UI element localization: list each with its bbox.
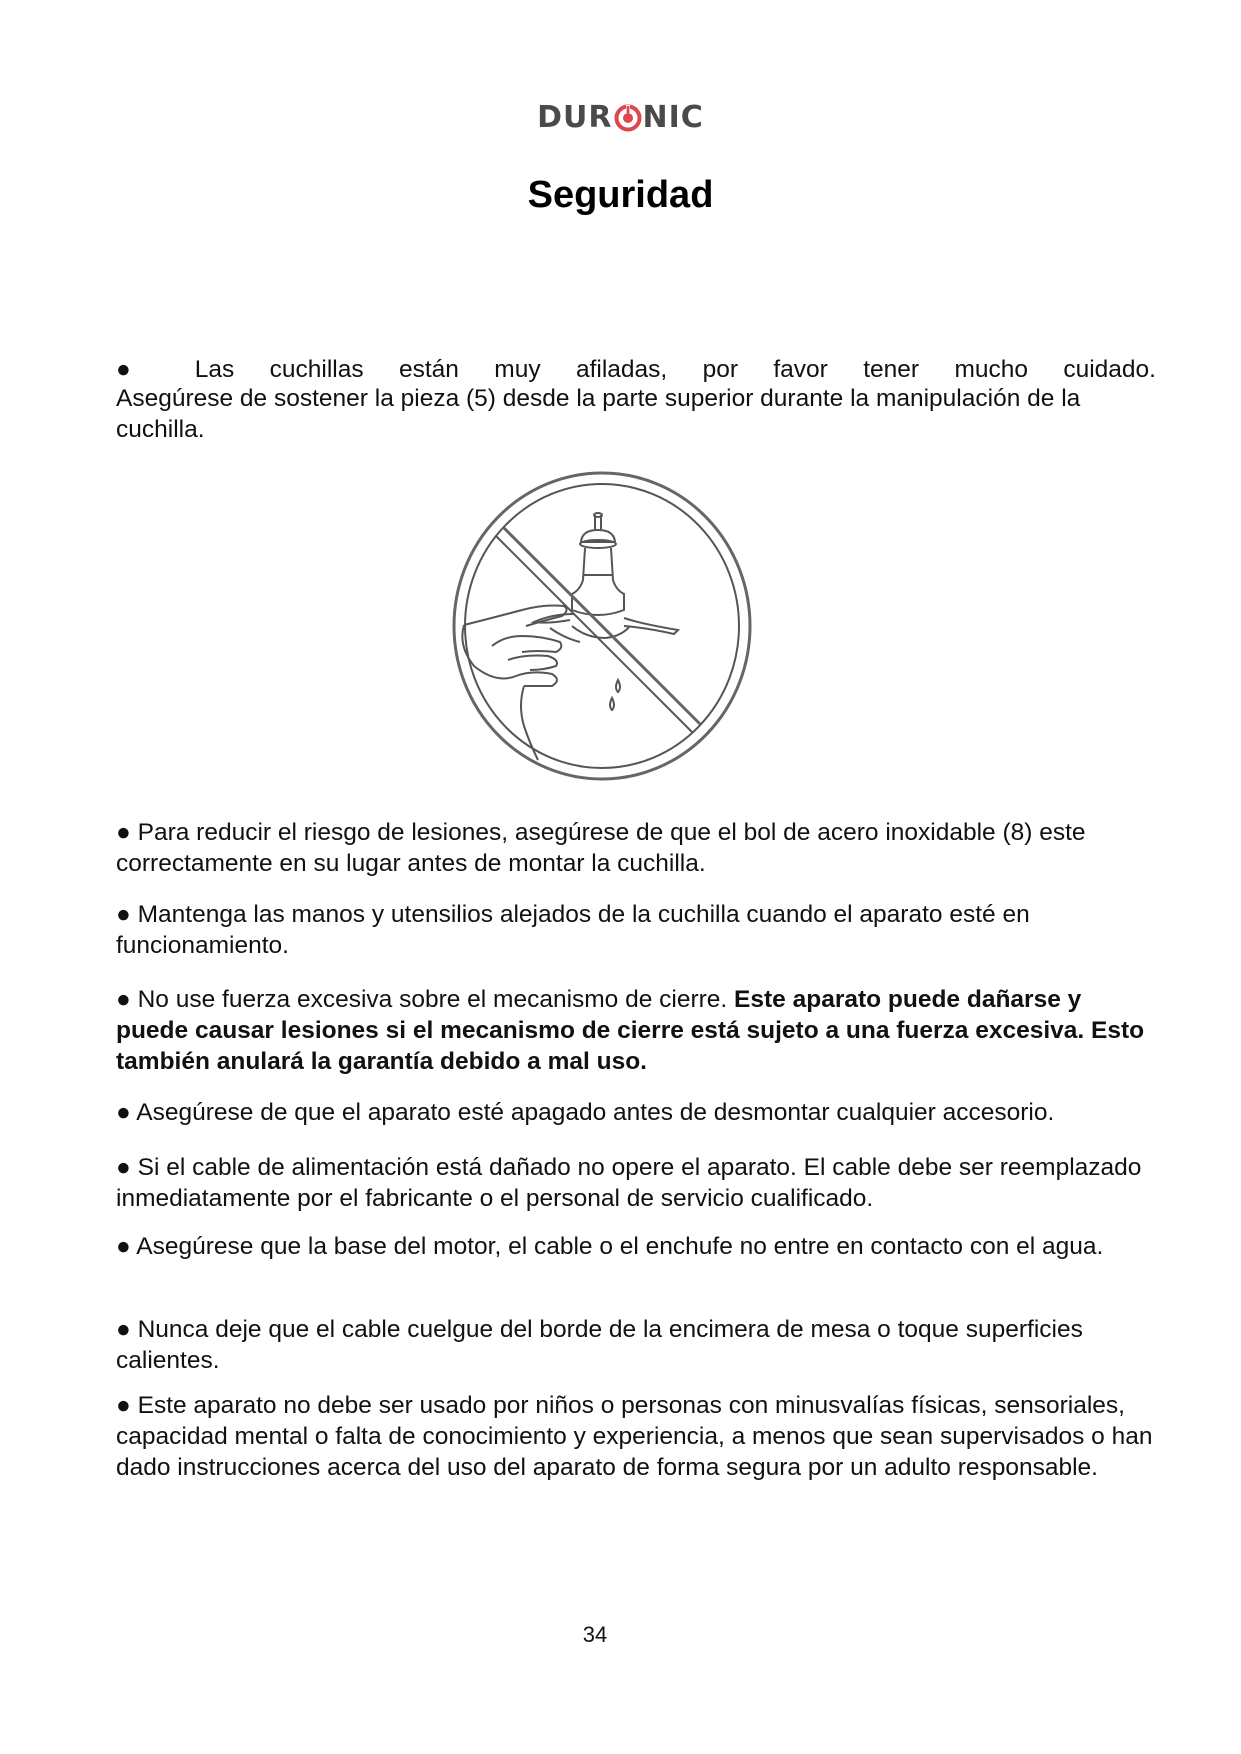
power-icon (614, 104, 642, 141)
safety-item-1-rest: Asegúrese de sostener la pieza (5) desde la parte superior durante la manipulación de la cuchilla. (116, 385, 1081, 443)
safety-item-1-line1: ● Las cuchillas están muy afiladas, por favor tener mucho cuidado. (116, 356, 1156, 383)
prohibited-handling-blade-icon (452, 470, 752, 782)
safety-item-3: ● Mantenga las manos y utensilios alejados de la cuchilla cuando el aparato esté en funcionamiento. (116, 901, 1030, 959)
logo-text-left: DUR (537, 100, 613, 135)
page-number: 34 (582, 1622, 608, 1647)
safety-item-8: ● Nunca deje que el cable cuelgue del borde de la encimera de mesa o toque superficies calientes. (116, 1316, 1083, 1374)
safety-item-9: ● Este aparato no debe ser usado por niños o personas con minusvalías físicas, sensoriales, capacidad mental o falta de conocimiento y experiencia, a menos que sean supervisados o han dado instrucciones acerca del uso del aparato de forma segura por un adulto responsable. (116, 1392, 1153, 1481)
safety-item-6: ● Si el cable de alimentación está dañado no opere el aparato. El cable debe ser reemplazado inmediatamente por el fabricante o el personal de servicio cualificado. (116, 1154, 1142, 1212)
safety-item-7: ● Asegúrese que la base del motor, el cable o el enchufe no entre en contacto con el agua. (116, 1233, 1104, 1260)
safety-item-4 (116, 984, 1156, 1077)
page-title: Seguridad (527, 174, 714, 216)
safety-item-4-text: ● No use fuerza excesiva sobre el mecanismo de cierre. (116, 986, 735, 1013)
brand-logo (0, 100, 1241, 141)
safety-item-4-warning: Este aparato puede dañarse y puede causar lesiones si el mecanismo de cierre está sujeto a una fuerza excesiva. Esto también anulará la garantía debido a mal uso. (116, 986, 1145, 1075)
logo-text-right: NIC (642, 100, 704, 135)
safety-item-5: ● Asegúrese de que el aparato esté apagado antes de desmontar cualquier accesorio. (116, 1099, 1055, 1126)
safety-item-2: ● Para reducir el riesgo de lesiones, asegúrese de que el bol de acero inoxidable (8) este correctamente en su lugar antes de montar la cuchilla. (116, 819, 1086, 877)
